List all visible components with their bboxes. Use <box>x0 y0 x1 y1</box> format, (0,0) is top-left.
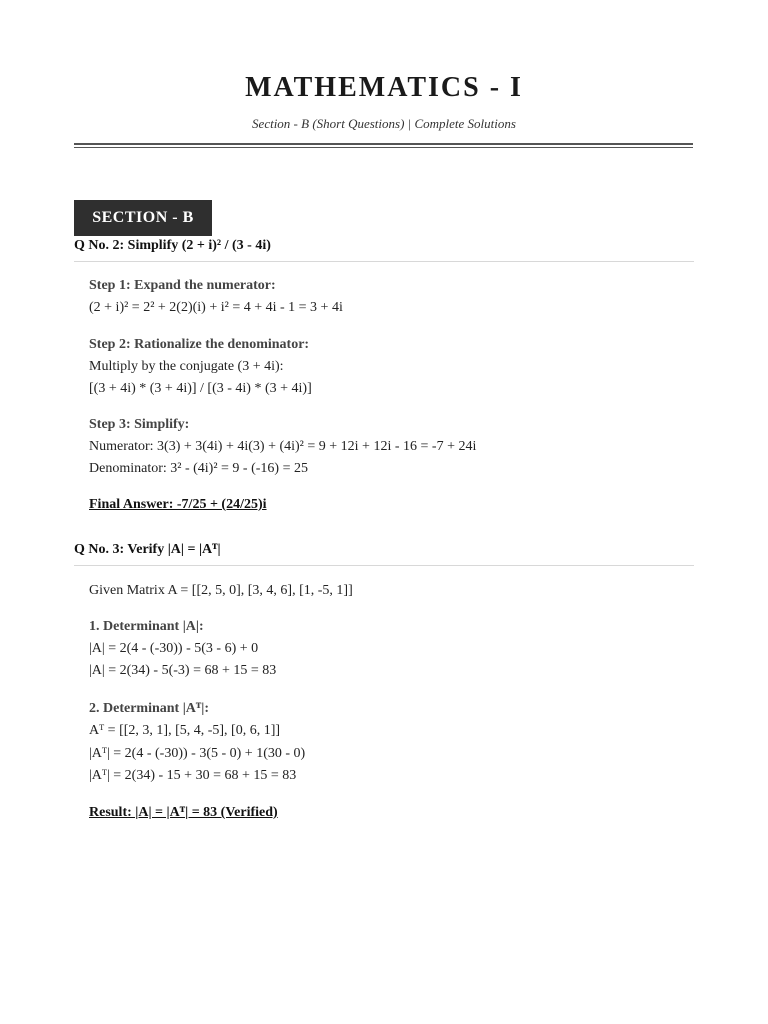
q3-det-a-heading: 1. Determinant |A|: <box>89 619 204 634</box>
q2-step1-line1: (2 + i)² = 2² + 2(2)(i) + i² = 4 + 4i - 1 = 3 + 4i <box>89 300 343 315</box>
section-badge: SECTION - B <box>74 200 212 236</box>
question-3-title: Q No. 3: Verify |A| = |Aᵀ| <box>74 542 221 557</box>
q2-step3-line1: Numerator: 3(3) + 3(4i) + 4i(3) + (4i)² = 9 + 12i + 12i - 16 = -7 + 24i <box>89 439 477 454</box>
q3-det-a-line2: |A| = 2(34) - 5(-3) = 68 + 15 = 83 <box>89 663 277 678</box>
question-2-divider <box>74 261 694 262</box>
q3-det-at-line1: Aᵀ = [[2, 3, 1], [5, 4, -5], [0, 6, 1]] <box>89 723 281 738</box>
page-title: MATHEMATICS - I <box>245 72 523 103</box>
q2-step3-heading: Step 3: Simplify: <box>89 417 190 432</box>
q3-det-at-heading: 2. Determinant |Aᵀ|: <box>89 701 210 716</box>
question-2-title: Q No. 2: Simplify (2 + i)² / (3 - 4i) <box>74 238 271 253</box>
q2-step2-line2: [(3 + 4i) * (3 + 4i)] / [(3 - 4i) * (3 + 4i)] <box>89 381 312 396</box>
q3-given-matrix: Given Matrix A = [[2, 5, 0], [3, 4, 6], [1, -5, 1]] <box>89 583 353 598</box>
header-divider <box>74 143 693 148</box>
q3-det-at-line3: |Aᵀ| = 2(34) - 15 + 30 = 68 + 15 = 83 <box>89 768 297 783</box>
q2-final-answer: Final Answer: -7/25 + (24/25)i <box>89 497 267 512</box>
q2-step2-line1: Multiply by the conjugate (3 + 4i): <box>89 359 284 374</box>
q3-det-a-line1: |A| = 2(4 - (-30)) - 5(3 - 6) + 0 <box>89 641 259 656</box>
q3-result: Result: |A| = |Aᵀ| = 83 (Verified) <box>89 805 278 820</box>
q2-step3-line2: Denominator: 3² - (4i)² = 9 - (-16) = 25 <box>89 461 308 476</box>
page-subtitle: Section - B (Short Questions) | Complete Solutions <box>252 116 516 131</box>
question-3-divider <box>74 565 694 566</box>
q2-step2-heading: Step 2: Rationalize the denominator: <box>89 337 310 352</box>
q3-det-at-line2: |Aᵀ| = 2(4 - (-30)) - 3(5 - 0) + 1(30 - 0) <box>89 746 306 761</box>
q2-step1-heading: Step 1: Expand the numerator: <box>89 278 276 293</box>
